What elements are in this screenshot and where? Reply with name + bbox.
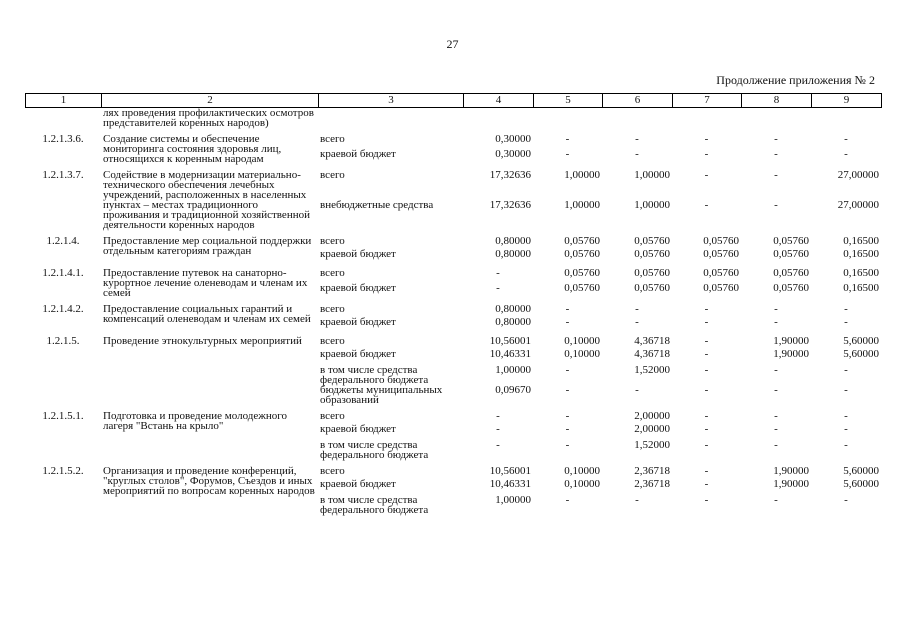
row-title: лях проведения профилактических осмотров представителей коренных народов) xyxy=(103,108,314,129)
column-header: 6 xyxy=(603,94,673,108)
row-code: 1.2.1.4.1. xyxy=(42,267,84,279)
value-cell-9: 0,16500 xyxy=(843,267,879,279)
row-title: Создание системы и обеспечение мониторинга состояния здоровья лиц, относящихся к коренным народам xyxy=(103,133,282,165)
value-cell-8: 0,05760 xyxy=(773,248,809,260)
value-cell-4: - xyxy=(496,267,500,279)
column-number-row xyxy=(26,94,882,108)
value-cell-6: - xyxy=(635,148,639,160)
row-title: Предоставление мер социальной поддержки отдельным категориям граждан xyxy=(103,235,312,257)
value-cell-6: 2,36718 xyxy=(634,478,670,490)
value-cell-5: - xyxy=(565,423,570,435)
value-cell-9: 0,16500 xyxy=(843,248,879,260)
value-cell-5: 1,00000 xyxy=(564,169,600,181)
value-cell-7: - xyxy=(704,169,709,181)
column-header: 9 xyxy=(812,94,882,108)
value-cell-5: 0,10000 xyxy=(564,348,600,360)
row-title: Предоставление путевок на санаторно-курортное лечение оленеводам и членам их семей xyxy=(103,267,308,299)
funding-source: всего xyxy=(320,169,345,181)
value-cell-7: 0,05760 xyxy=(703,235,739,247)
table-row xyxy=(25,233,881,249)
value-cell-7: - xyxy=(704,335,709,347)
value-cell-8: - xyxy=(774,148,778,160)
value-cell-6: 1,52000 xyxy=(634,439,670,451)
value-cell-7: - xyxy=(704,316,709,328)
value-cell-8: - xyxy=(774,316,778,328)
funding-source: краевой бюджет xyxy=(320,148,396,160)
value-cell-6: 1,52000 xyxy=(634,364,670,376)
funding-source: краевой бюджет xyxy=(320,348,396,360)
appendix-continuation-note: Продолжение приложения № 2 xyxy=(716,73,875,87)
value-cell-8: 0,05760 xyxy=(773,235,809,247)
value-cell-4: 1,00000 xyxy=(495,494,531,506)
value-cell-9: - xyxy=(844,148,848,160)
column-header: 7 xyxy=(673,94,742,108)
value-cell-6: - xyxy=(635,494,639,506)
value-cell-9: - xyxy=(844,384,848,396)
value-cell-8: 1,90000 xyxy=(773,335,809,347)
value-cell-7: 0,05760 xyxy=(703,267,739,279)
value-cell-6: - xyxy=(635,316,639,328)
table-body xyxy=(25,108,881,640)
value-cell-4: 10,56001 xyxy=(489,465,531,477)
funding-source: краевой бюджет xyxy=(320,478,396,490)
value-cell-4: 0,80000 xyxy=(495,303,531,315)
funding-source xyxy=(318,108,463,131)
value-cell-5 xyxy=(533,108,602,131)
value-cell-8: - xyxy=(774,494,778,506)
value-cell-9: 0,16500 xyxy=(843,235,879,247)
value-cell-8: - xyxy=(774,199,778,211)
value-cell-8 xyxy=(741,108,811,131)
funding-source: всего xyxy=(320,465,345,477)
value-cell-5: 0,10000 xyxy=(564,335,600,347)
value-cell-6: 0,05760 xyxy=(634,282,670,294)
funding-source: в том числе средства федерального бюджета xyxy=(320,364,429,386)
value-cell-5: - xyxy=(565,148,570,160)
value-cell-7: - xyxy=(704,148,709,160)
value-cell-4: 17,32636 xyxy=(489,169,531,181)
value-cell-5: - xyxy=(565,303,570,315)
column-header: 3 xyxy=(319,94,464,108)
value-cell-4: 0,80000 xyxy=(495,316,531,328)
table-row xyxy=(25,333,881,349)
value-cell-4: 0,80000 xyxy=(495,248,531,260)
value-cell-9: 27,00000 xyxy=(837,199,879,211)
table-row xyxy=(25,463,881,479)
value-cell-7: 0,05760 xyxy=(703,248,739,260)
value-cell-5: 0,05760 xyxy=(564,282,600,294)
value-cell-8: - xyxy=(774,423,778,435)
value-cell-7: - xyxy=(704,423,709,435)
value-cell-8: 1,90000 xyxy=(773,465,809,477)
value-cell-7: - xyxy=(704,465,709,477)
funding-source: всего xyxy=(320,410,345,422)
table-row xyxy=(25,265,881,283)
funding-table xyxy=(25,108,881,515)
value-cell-8: - xyxy=(774,364,778,376)
funding-source: всего xyxy=(320,303,345,315)
value-cell-5: - xyxy=(565,439,570,451)
value-cell-6: - xyxy=(635,133,639,145)
table-row xyxy=(25,301,881,317)
value-cell-6: 4,36718 xyxy=(634,335,670,347)
value-cell-8: - xyxy=(774,384,778,396)
value-cell-4 xyxy=(463,108,533,131)
page-number: 27 xyxy=(446,37,459,51)
row-title: Предоставление социальных гарантий и компенсаций оленеводам и членам их семей xyxy=(103,303,311,325)
value-cell-8: 0,05760 xyxy=(773,267,809,279)
value-cell-5: 0,10000 xyxy=(564,465,600,477)
value-cell-7: - xyxy=(704,478,709,490)
value-cell-5: - xyxy=(565,316,570,328)
value-cell-6: 0,05760 xyxy=(634,267,670,279)
value-cell-9: 5,60000 xyxy=(843,465,879,477)
value-cell-9: - xyxy=(844,423,848,435)
value-cell-8: 1,90000 xyxy=(773,478,809,490)
value-cell-9: 27,00000 xyxy=(837,169,879,181)
row-code: 1.2.1.4.2. xyxy=(42,303,84,315)
value-cell-7: 0,05760 xyxy=(703,282,739,294)
column-header: 8 xyxy=(742,94,812,108)
funding-source: краевой бюджет xyxy=(320,316,396,328)
value-cell-9: 5,60000 xyxy=(843,335,879,347)
table-row xyxy=(25,408,881,424)
row-title: Организация и проведение конференций, "круглых столов", Форумов, Съездов и иных мероприятий по вопросам коренных народов xyxy=(103,465,315,497)
value-cell-9: - xyxy=(844,410,848,422)
value-cell-6: 4,36718 xyxy=(634,348,670,360)
value-cell-5: - xyxy=(565,410,570,422)
value-cell-4: - xyxy=(496,423,500,435)
row-code xyxy=(25,108,101,131)
row-code: 1.2.1.5.2. xyxy=(42,465,84,477)
value-cell-6: 1,00000 xyxy=(634,169,670,181)
row-title: Проведение этнокультурных мероприятий xyxy=(103,335,302,347)
value-cell-9 xyxy=(811,108,881,131)
funding-source: всего xyxy=(320,133,345,145)
value-cell-4: 0,09670 xyxy=(495,384,531,396)
value-cell-9: - xyxy=(844,439,848,451)
value-cell-9: 5,60000 xyxy=(843,348,879,360)
value-cell-7: - xyxy=(704,410,709,422)
value-cell-4: 0,30000 xyxy=(495,133,531,145)
value-cell-7 xyxy=(672,108,741,131)
value-cell-7: - xyxy=(704,303,709,315)
row-code: 1.2.1.4. xyxy=(46,235,80,247)
funding-source: всего xyxy=(320,335,345,347)
value-cell-4: 1,00000 xyxy=(495,364,531,376)
table-row xyxy=(25,131,881,149)
funding-source: в том числе средства федерального бюджета xyxy=(320,494,429,516)
row-code: 1.2.1.3.6. xyxy=(42,133,84,145)
value-cell-5: 1,00000 xyxy=(564,199,600,211)
value-cell-6: 0,05760 xyxy=(634,235,670,247)
value-cell-7: - xyxy=(704,364,709,376)
value-cell-6: 2,36718 xyxy=(634,465,670,477)
value-cell-6: 1,00000 xyxy=(634,199,670,211)
value-cell-8: - xyxy=(774,410,778,422)
value-cell-4: 0,80000 xyxy=(495,235,531,247)
value-cell-5: - xyxy=(565,133,570,145)
value-cell-8: - xyxy=(774,169,778,181)
value-cell-7: - xyxy=(704,384,709,396)
value-cell-4: 10,56001 xyxy=(489,335,531,347)
value-cell-5: 0,05760 xyxy=(564,267,600,279)
value-cell-5: 0,05760 xyxy=(564,248,600,260)
value-cell-7: - xyxy=(704,439,709,451)
funding-source: краевой бюджет xyxy=(320,248,396,260)
value-cell-9: - xyxy=(844,494,848,506)
funding-source: бюджеты муниципальных образований xyxy=(320,384,443,406)
value-cell-4: - xyxy=(496,439,500,451)
value-cell-8: - xyxy=(774,133,778,145)
column-header: 1 xyxy=(26,94,102,108)
value-cell-7: - xyxy=(704,199,709,211)
value-cell-6: - xyxy=(635,384,639,396)
value-cell-9: 0,16500 xyxy=(843,282,879,294)
value-cell-6 xyxy=(602,108,672,131)
value-cell-4: - xyxy=(496,282,500,294)
value-cell-6: 0,05760 xyxy=(634,248,670,260)
value-cell-8: 1,90000 xyxy=(773,348,809,360)
funding-source: в том числе средства федерального бюджета xyxy=(320,439,429,461)
value-cell-4: 10,46331 xyxy=(489,348,531,360)
table-header xyxy=(25,93,882,108)
value-cell-7: - xyxy=(704,348,709,360)
value-cell-6: 2,00000 xyxy=(634,423,670,435)
funding-source: всего xyxy=(320,267,345,279)
value-cell-9: - xyxy=(844,133,848,145)
value-cell-5: - xyxy=(565,494,570,506)
value-cell-7: - xyxy=(704,133,709,145)
value-cell-8: - xyxy=(774,439,778,451)
value-cell-7: - xyxy=(704,494,709,506)
value-cell-5: - xyxy=(565,364,570,376)
row-code: 1.2.1.3.7. xyxy=(42,169,84,181)
column-header: 2 xyxy=(102,94,319,108)
value-cell-6: - xyxy=(635,303,639,315)
value-cell-4: 10,46331 xyxy=(489,478,531,490)
column-header: 4 xyxy=(464,94,534,108)
funding-source: внебюджетные средства xyxy=(320,199,434,211)
value-cell-5: 0,05760 xyxy=(564,235,600,247)
value-cell-9: - xyxy=(844,364,848,376)
value-cell-9: - xyxy=(844,303,848,315)
row-code: 1.2.1.5. xyxy=(46,335,80,347)
value-cell-4: 17,32636 xyxy=(489,199,531,211)
funding-source: всего xyxy=(320,235,345,247)
row-title: Подготовка и проведение молодежного лагеря "Встань на крыло" xyxy=(103,410,287,432)
funding-source: краевой бюджет xyxy=(320,423,396,435)
value-cell-8: - xyxy=(774,303,778,315)
value-cell-8: 0,05760 xyxy=(773,282,809,294)
row-title: Содействие в модернизации материально-технического обеспечения лечебных учреждений, расположенных в населенных пунктах – местах традиционного проживания и традиционной хозяйственной деятельности коренных народов xyxy=(103,169,310,231)
column-header: 5 xyxy=(534,94,603,108)
table-row xyxy=(25,108,881,131)
funding-source: краевой бюджет xyxy=(320,282,396,294)
value-cell-9: 5,60000 xyxy=(843,478,879,490)
value-cell-5: - xyxy=(565,384,570,396)
value-cell-4: - xyxy=(496,410,500,422)
value-cell-4: 0,30000 xyxy=(495,148,531,160)
table-row xyxy=(25,167,881,200)
value-cell-5: 0,10000 xyxy=(564,478,600,490)
row-code: 1.2.1.5.1. xyxy=(42,410,84,422)
value-cell-6: 2,00000 xyxy=(634,410,670,422)
value-cell-9: - xyxy=(844,316,848,328)
